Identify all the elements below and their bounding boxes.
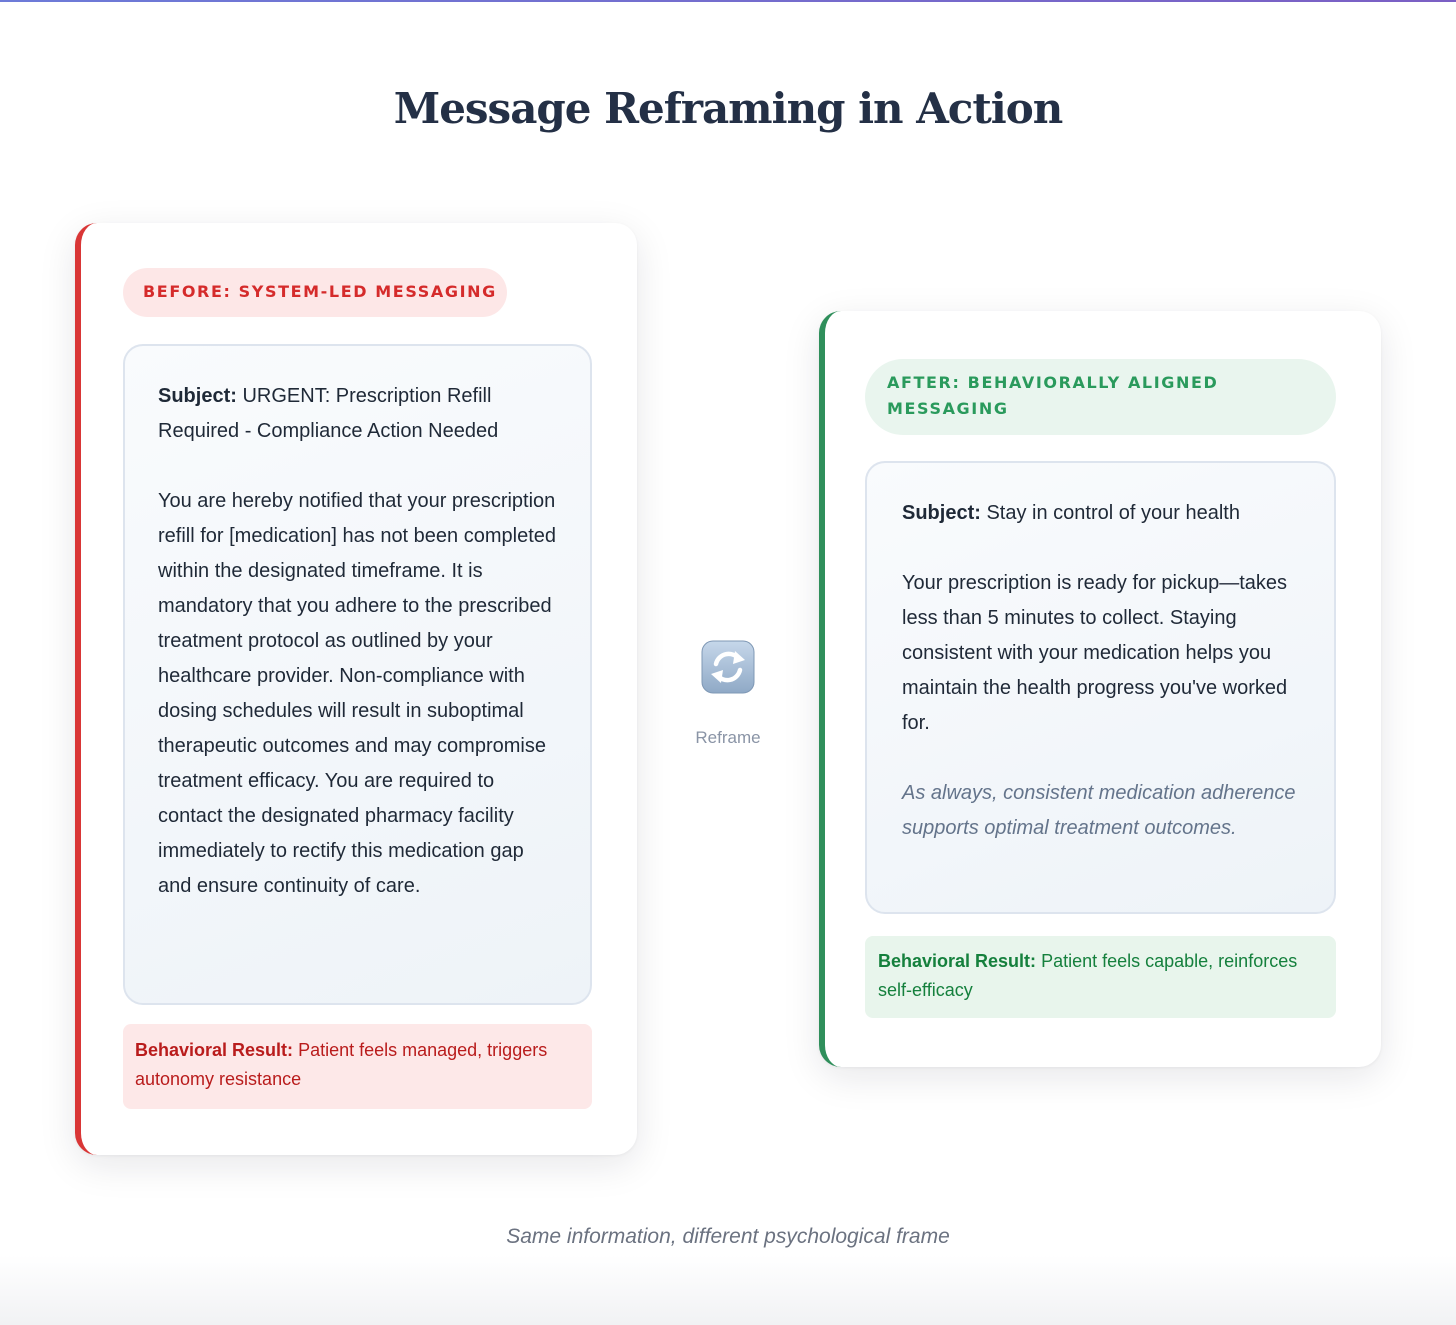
before-subject-text: URGENT: Prescription Refill Required - Compliance Action Needed [158, 385, 499, 442]
after-result-text: Patient feels capable, reinforces self-efficacy [878, 951, 1298, 1000]
before-subject-line [158, 379, 560, 449]
before-result-label: Behavioral Result: [135, 1040, 294, 1060]
reframe-indicator [668, 636, 788, 748]
after-subject-text: Stay in control of your health [986, 502, 1240, 524]
page-title: Message Reframing in Action [393, 84, 1063, 133]
before-badge: BEFORE: SYSTEM-LED MESSAGING [123, 268, 507, 317]
before-card [75, 223, 637, 1155]
bottom-fade [0, 1255, 1456, 1325]
caption: Same information, different psychological frame [506, 1225, 950, 1248]
after-badge: AFTER: BEHAVIORALLY ALIGNED MESSAGING [865, 359, 1336, 435]
top-accent-rule [0, 0, 1456, 2]
reframe-label: Reframe [695, 728, 761, 747]
after-body-text: Your prescription is ready for pickup—takes less than 5 minutes to collect. Staying consistent with your medication helps you maintain the health progress you've worked for. [902, 572, 1288, 734]
after-subject-line [902, 496, 1304, 531]
before-body-text: You are hereby notified that your prescription refill for [medication] has not been completed within the designated timeframe. It is mandatory that you adhere to the prescribed treatment protocol as outlined by your healthcare provider. Non-compliance with dosing schedules will result in suboptimal therapeutic outcomes and may compromise treatment efficacy. You are required to contact the designated pharmacy facility immediately to rectify this medication gap and ensure continuity of care. [158, 490, 556, 897]
before-message-box [123, 344, 592, 1005]
after-card [819, 311, 1381, 1067]
refresh-arrows-icon [701, 640, 755, 694]
before-subject-label: Subject: [158, 385, 237, 407]
after-note-text: As always, consistent medication adherence supports optimal treatment outcomes. [902, 782, 1296, 839]
before-result-text: Patient feels managed, triggers autonomy resistance [135, 1040, 548, 1089]
after-result-label: Behavioral Result: [878, 951, 1037, 971]
after-behavioral-result [865, 936, 1336, 1018]
after-subject-label: Subject: [902, 502, 981, 524]
after-message-box [865, 461, 1336, 914]
before-behavioral-result [123, 1024, 592, 1109]
